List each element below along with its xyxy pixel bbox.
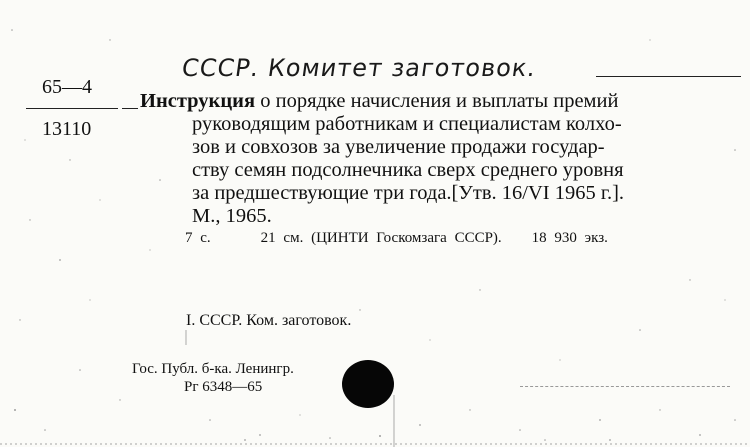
physical-description bbox=[185, 230, 608, 247]
description-text: ству семян подсолнечника сверх среднего уровня bbox=[192, 159, 624, 181]
ink-blot bbox=[342, 360, 394, 408]
description-text: М., 1965. bbox=[192, 205, 272, 227]
description-line bbox=[140, 205, 730, 228]
library-accession: Рг 6348—65 bbox=[184, 379, 263, 395]
description-text: за предшествующие три года.[Утв. 16/VI 1965 г.]. bbox=[192, 182, 625, 204]
description-line bbox=[140, 136, 730, 159]
handwritten-heading: СССР. Комитет заготовок. bbox=[180, 54, 539, 82]
description-text: зов и совхозов за увеличение продажи государ- bbox=[192, 136, 605, 158]
size-and-publisher: 21 см. (ЦИНТИ Госкомзага СССР). bbox=[260, 230, 502, 246]
description-line bbox=[140, 90, 730, 113]
print-run: 18 930 экз. bbox=[531, 230, 608, 246]
description-text: руководящим работникам и специалистам колхо- bbox=[192, 113, 622, 135]
description-text: о порядке начисления и выплаты премий bbox=[255, 90, 619, 112]
call-number-bottom: 13110 bbox=[42, 118, 92, 140]
description-line bbox=[140, 182, 730, 205]
separator-rule bbox=[520, 386, 730, 387]
bibliographic-description bbox=[140, 90, 730, 228]
pages: 7 с. bbox=[185, 230, 211, 246]
title-keyword: Инструкция bbox=[140, 90, 256, 112]
call-number-top: 65—4 bbox=[42, 76, 92, 98]
description-line bbox=[140, 159, 730, 182]
library-name: Гос. Публ. б-ка. Ленингр. bbox=[132, 361, 294, 377]
description-line bbox=[140, 113, 730, 136]
entry-leader-rule bbox=[122, 108, 138, 109]
heading-rule bbox=[596, 76, 741, 77]
call-number-divider bbox=[26, 108, 118, 109]
subject-tracing: I. СССР. Ком. заготовок. bbox=[186, 312, 352, 329]
library-stamp-text bbox=[132, 360, 294, 396]
